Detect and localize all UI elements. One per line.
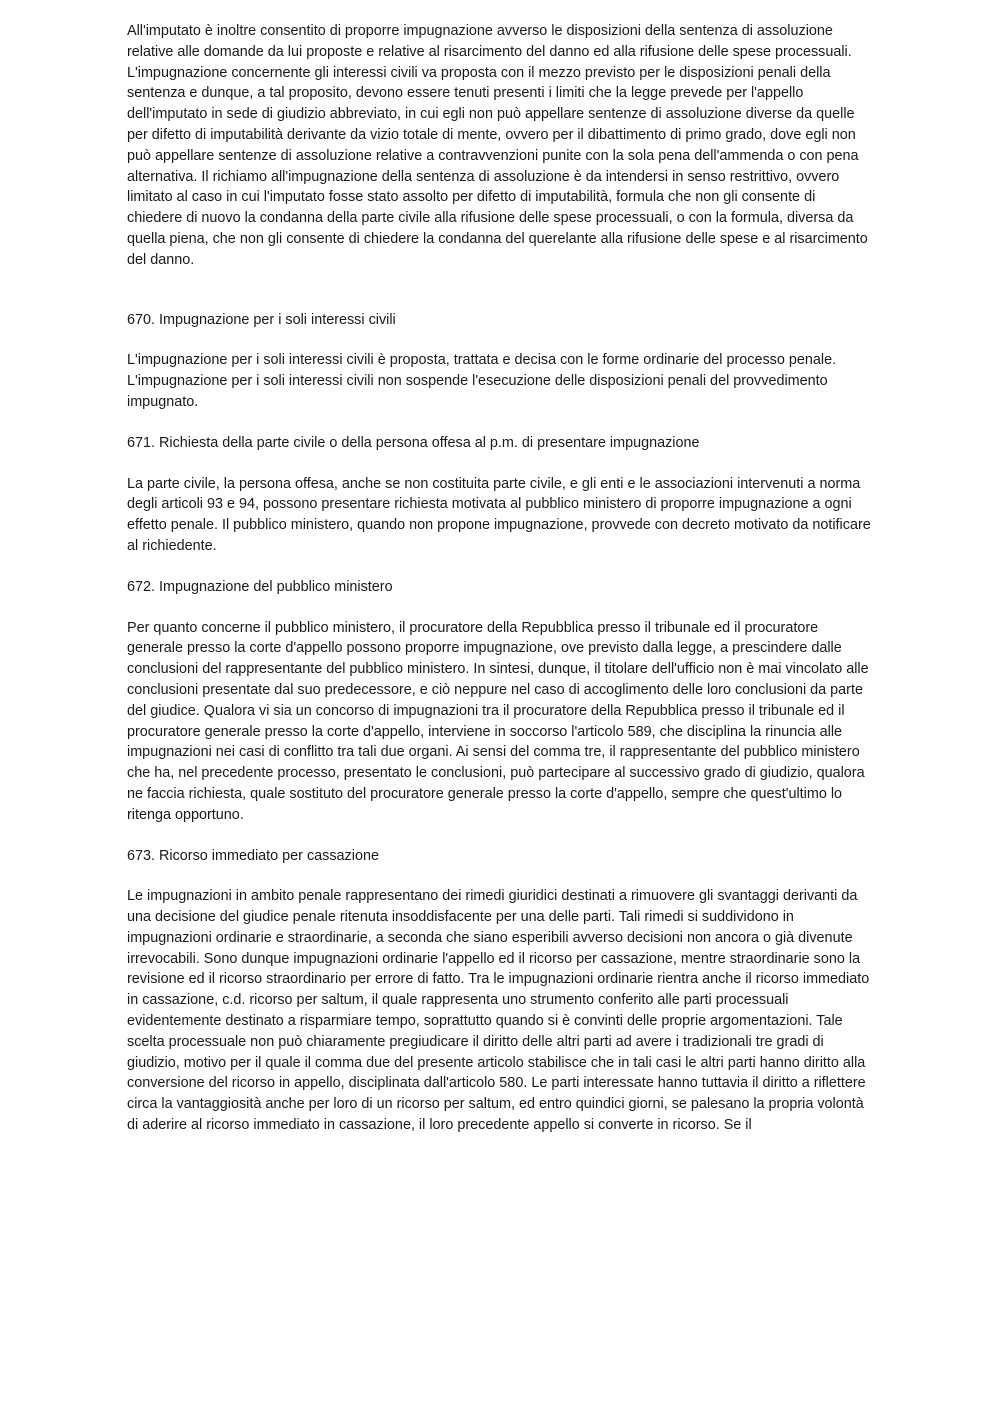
spacer: [127, 866, 872, 886]
spacer: [127, 557, 872, 577]
section-673-heading: 673. Ricorso immediato per cassazione: [127, 847, 379, 864]
intro-paragraph: All'imputato è inoltre consentito di proporre impugnazione avverso le disposizioni della sentenza di assoluzione relative alle domande da lui proposte e relative al risarcimento del danno ed alla rifusione delle spese processuali. L'impugnazione concernente gli interessi civili va proposta con il mezzo previsto per le disposizioni penali della sentenza e dunque, a tal proposito, devono essere tenuti presenti i limiti che la legge prevede per l'appello dell'imputato in sede di giudizio abbreviato, in cui egli non può appellare sentenze di assoluzione diverse da quelle per difetto di imputabilità derivante da vizio totale di mente, ovvero per il dibattimento di primo grado, dove egli non può appellare sentenze di assoluzione relative a contravvenzioni punite con la sola pena dell'ammenda o con pena alternativa. Il richiamo all'impugnazione della sentenza di assoluzione è da intendersi in senso restrittivo, ovvero limitato al caso in cui l'imputato fosse stato assolto per difetto di imputabilità, formula che non gli consente di chiedere di nuovo la condanna della parte civile alla rifusione delle spese processuali, o con la formula, diversa da quella piena, che non gli consente di chiedere la condanna del querelante alla rifusione delle spese e al risarcimento del danno.: [127, 23, 868, 268]
section-671-body: La parte civile, la persona offesa, anche se non costituita parte civile, e gli enti e le associazioni intervenuti a norma degli articoli 93 e 94, possono presentare richiesta motivata al pubblico ministero di proporre impugnazione a ogni effetto penale. Il pubblico ministero, quando non propone impugnazione, provvede con decreto motivato da notificare al richiedente.: [127, 475, 871, 554]
spacer: [127, 826, 872, 846]
section-672-body: Per quanto concerne il pubblico ministero, il procuratore della Repubblica presso il tribunale ed il procuratore generale presso la corte d'appello possono proporre impugnazione, ove previsto dalla legge, a prescindere dalle conclusioni del rappresentante del pubblico ministero. In sintesi, dunque, il titolare dell'ufficio non è mai vincolato alle conclusioni presentate dal suo predecessore, e ciò neppure nel caso di accoglimento delle loro conclusioni da parte del giudice. Qualora vi sia un concorso di impugnazioni tra il procuratore della Repubblica presso il tribunale ed il procuratore generale presso la corte d'appello, interviene in soccorso l'articolo 589, che disciplina la rinuncia alle impugnazioni nei casi di conflitto tra tali due organi. Ai sensi del comma tre, il rappresentante del pubblico ministero che ha, nel precedente processo, presentato le conclusioni, può partecipare al successivo grado di giudizio, qualora ne faccia richiesta, quale sostituto del procuratore generale presso la corte d'appello, sempre che quest'ultimo lo ritenga opportuno.: [127, 619, 869, 823]
section-673-body: Le impugnazioni in ambito penale rappresentano dei rimedi giuridici destinati a rimuovere gli svantaggi derivanti da una decisione del giudice penale ritenuta insoddisfacente per una delle parti. Tali rimedi si suddividono in impugnazioni ordinarie e straordinarie, a seconda che siano esperibili avverso decisioni non ancora o già divenute irrevocabili. Sono dunque impugnazioni ordinarie l'appello ed il ricorso per cassazione, mentre straordinarie sono la revisione ed il ricorso straordinario per errore di fatto. Tra le impugnazioni ordinarie rientra anche il ricorso immediato in cassazione, c.d. ricorso per saltum, il quale rappresenta uno strumento conferito alle parti processuali evidentemente destinato a risparmiare tempo, soprattutto quando si è convinti delle proprie argomentazioni. Tale scelta processuale non può chiaramente pregiudicare il diritto delle altri parti ad avere i tradizionali tre gradi di giudizio, motivo per il quale il comma due del presente articolo stabilisce che in tali casi le altri parti hanno diritto alla conversione del ricorso in appello, disciplinata dall'articolo 580. Le parti interessate hanno tuttavia il diritto a riflettere circa la vantaggiosità anche per loro di un ricorso per saltum, ed entro quindici giorni, se palesano la propria volontà di aderire al ricorso immediato in cassazione, il loro precedente appello si converte in ricorso. Se il: [127, 888, 870, 1134]
spacer: [127, 413, 872, 433]
section-670-heading: 670. Impugnazione per i soli interessi civili: [127, 311, 396, 328]
section-670-body: L'impugnazione per i soli interessi civili è proposta, trattata e decisa con le forme ordinarie del processo penale. L'impugnazione per i soli interessi civili non sospende l'esecuzione delle disposizioni penali del provvedimento impugnato.: [127, 352, 837, 410]
spacer: [127, 454, 872, 474]
spacer: [127, 271, 872, 310]
section-671-heading: 671. Richiesta della parte civile o della persona offesa al p.m. di presentare impugnazione: [127, 434, 700, 451]
spacer: [127, 598, 872, 618]
section-672-heading: 672. Impugnazione del pubblico ministero: [127, 578, 393, 595]
spacer: [127, 330, 872, 350]
document-page: [127, 21, 872, 1136]
